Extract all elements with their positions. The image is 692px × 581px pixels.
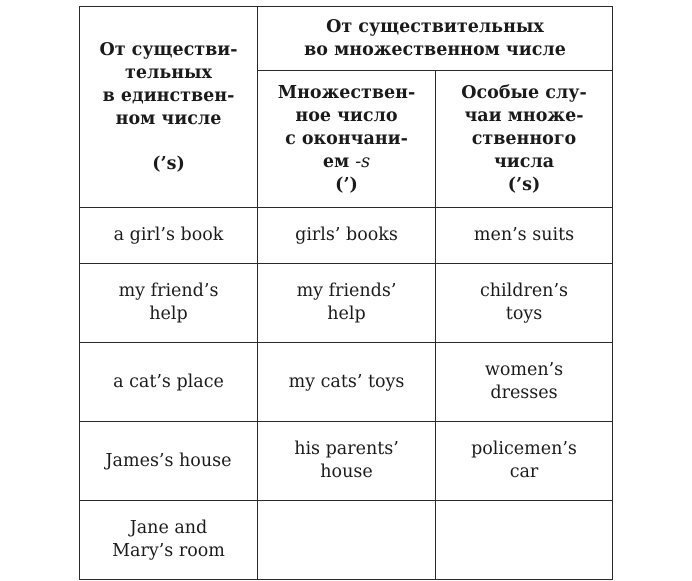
cell-text: a cat’s place (113, 371, 224, 392)
header-regular-plural (258, 71, 436, 208)
table-row (80, 422, 613, 501)
cell-text: help (149, 304, 188, 324)
table-row (80, 343, 613, 422)
header-singular-line: От существи- (99, 39, 238, 60)
cell-special (436, 422, 613, 501)
cell-regular (258, 208, 436, 264)
cell-special (436, 208, 613, 264)
header-regular-mark: (’) (335, 174, 358, 195)
header-special-line: чаи множе- (464, 105, 584, 126)
header-singular (80, 7, 258, 208)
cell-singular (80, 501, 258, 580)
header-special-plural (436, 71, 613, 208)
cell-text: policemen’s (471, 439, 577, 459)
cell-text: house (320, 462, 373, 482)
possessive-case-table (79, 6, 613, 580)
cell-special (436, 264, 613, 343)
header-singular-line: ном числе (115, 108, 222, 129)
header-special-mark: (’s) (507, 174, 541, 195)
header-regular-ending-prefix: ем (322, 151, 356, 172)
cell-singular (80, 343, 258, 422)
cell-regular (258, 422, 436, 501)
cell-special (436, 343, 613, 422)
header-plural (258, 7, 613, 71)
header-regular-line: с окончани- (285, 128, 408, 149)
cell-singular (80, 422, 258, 501)
cell-text: car (509, 462, 539, 482)
header-singular-line: тельных (125, 62, 212, 83)
header-plural-line: во множественном числе (304, 39, 566, 60)
header-singular-line: в единствен- (102, 85, 235, 106)
table-row (80, 264, 613, 343)
cell-text: his parents’ (294, 439, 399, 459)
cell-singular (80, 208, 258, 264)
cell-regular-empty (258, 501, 436, 580)
header-special-line: числа (493, 151, 555, 172)
header-plural-line: От существительных (326, 16, 544, 37)
table-row (80, 501, 613, 580)
cell-text: a girl’s book (113, 225, 224, 245)
cell-text: James’s house (105, 450, 232, 471)
header-row-top (80, 7, 613, 71)
header-regular-ending: -s (355, 151, 371, 172)
cell-text: my friends’ (296, 281, 397, 301)
cell-text: Jane and (129, 518, 208, 538)
header-special-line: ственного (471, 128, 577, 149)
cell-text: children’s (479, 281, 568, 301)
table-row (80, 208, 613, 264)
cell-regular (258, 343, 436, 422)
header-regular-line: Множествен- (277, 82, 416, 103)
header-special-line: Особые слу- (461, 82, 587, 103)
header-regular-ending-line (264, 151, 429, 174)
cell-regular (258, 264, 436, 343)
cell-text: my friend’s (118, 281, 219, 301)
cell-text: dresses (490, 383, 558, 403)
cell-text: my cats’ toys (288, 371, 405, 392)
cell-text: women’s (484, 360, 564, 380)
cell-text: toys (505, 304, 543, 324)
cell-text: men’s suits (473, 225, 575, 245)
cell-text: girls’ books (295, 225, 398, 245)
cell-special-empty (436, 501, 613, 580)
header-regular-line: ное число (295, 105, 398, 126)
cell-singular (80, 264, 258, 343)
cell-text: help (327, 304, 366, 324)
cell-text: Mary’s room (112, 541, 225, 561)
header-singular-mark: (’s) (152, 153, 185, 174)
